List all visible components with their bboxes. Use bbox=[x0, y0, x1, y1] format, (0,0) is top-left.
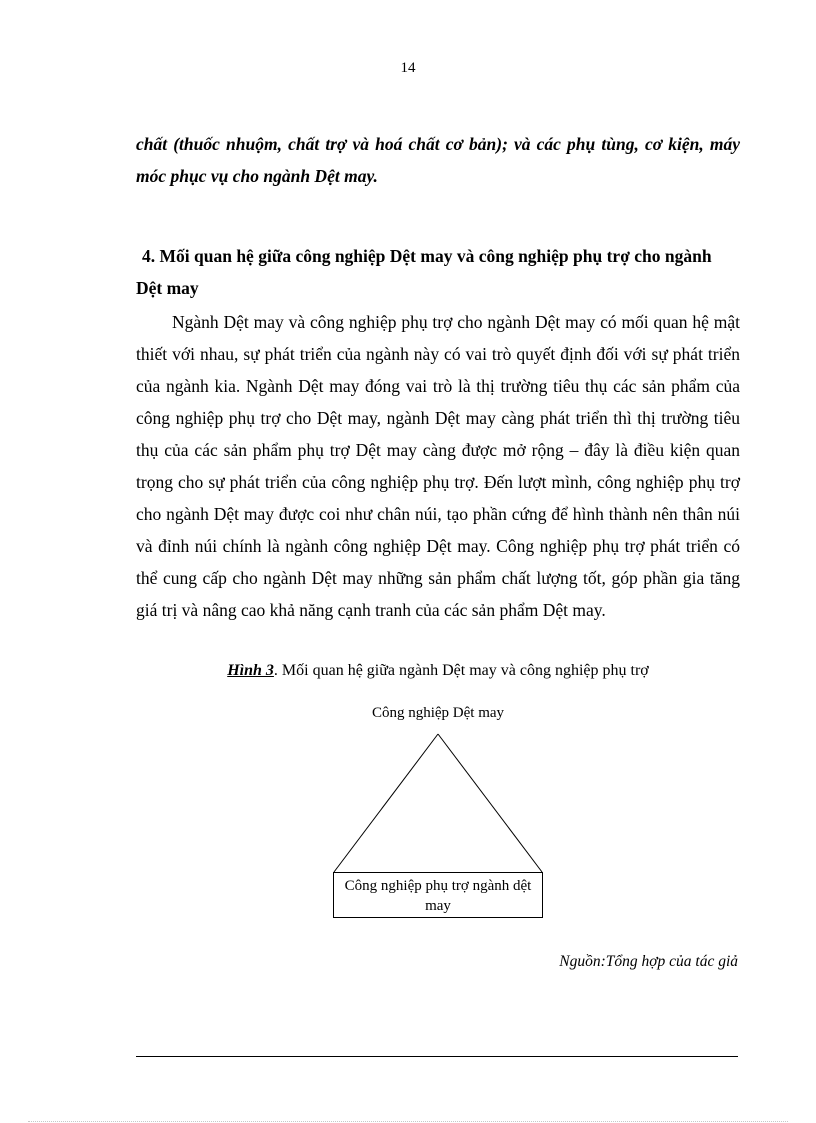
diagram-base-label: Công nghiệp phụ trợ ngành dệt may bbox=[344, 878, 532, 914]
diagram-base-box bbox=[333, 872, 543, 918]
body-paragraph: Ngành Dệt may và công nghiệp phụ trợ cho ngành Dệt may có mối quan hệ mật thiết với nhau, sự phát triển của ngành này có vai trò quyết định đối với sự phát triển của ngành kia. Ngành Dệt may đóng vai trò là thị trường tiêu thụ các sản phẩm của công nghiệp phụ trợ cho Dệt may, ngành Dệt may càng phát triển thì thị trường tiêu thụ của các sản phẩm phụ trợ Dệt may càng được mở rộng – đây là điều kiện quan trọng cho sự phát triển của công nghiệp phụ trợ. Đến lượt mình, công nghiệp phụ trợ cho ngành Dệt may được coi như chân núi, tạo phần cứng để hình thành nên thân núi và đỉnh núi chính là ngành công nghiệp Dệt may. Công nghiệp phụ trợ phát triển có thể cung cấp cho ngành Dệt may những sản phẩm chất lượng tốt, góp phần gia tăng giá trị và nâng cao khả năng cạnh tranh của các sản phẩm Dệt may. bbox=[136, 312, 740, 620]
page-bottom-border bbox=[28, 1121, 788, 1122]
figure-title: . Mối quan hệ giữa ngành Dệt may và công nghiệp phụ trợ bbox=[273, 662, 649, 679]
diagram-apex-label: Công nghiệp Dệt may bbox=[371, 705, 505, 721]
triangle-right-side bbox=[438, 734, 542, 872]
page-number: 14 bbox=[400, 60, 416, 76]
footer-rule bbox=[136, 1056, 738, 1057]
intro-paragraph: chất (thuốc nhuộm, chất trợ và hoá chất cơ bản); và các phụ tùng, cơ kiện, máy móc phục vụ cho ngành Dệt may. bbox=[136, 134, 740, 186]
section-heading bbox=[136, 240, 740, 304]
triangle-left-side bbox=[334, 734, 438, 872]
section-heading-text: 4. Mối quan hệ giữa công nghiệp Dệt may và công nghiệp phụ trợ cho ngành Dệt may bbox=[136, 246, 712, 298]
figure-label: Hình 3 bbox=[227, 662, 274, 679]
figure-source: Nguồn:Tổng hợp của tác giả bbox=[559, 953, 738, 970]
figure-caption bbox=[0, 662, 816, 680]
